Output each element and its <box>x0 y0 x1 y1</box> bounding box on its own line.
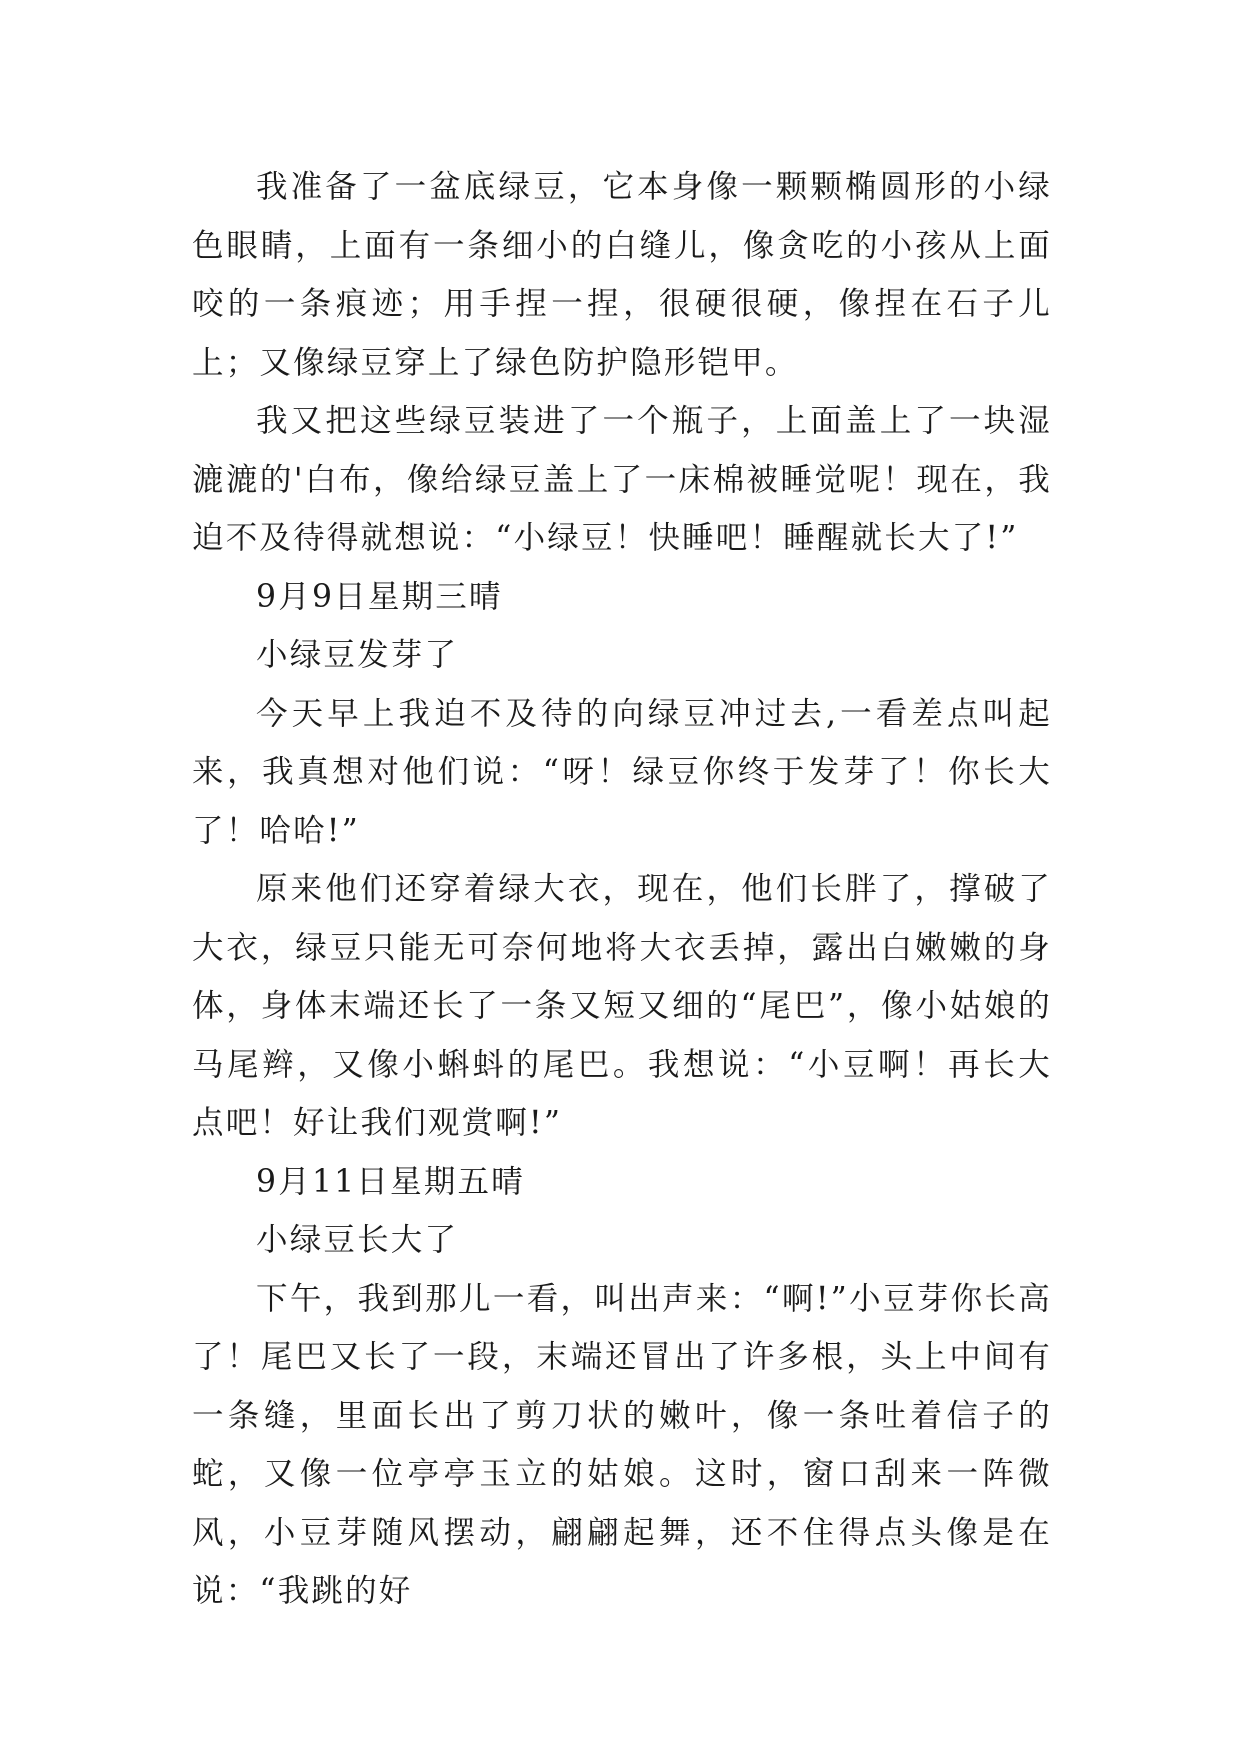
section-heading-grown: 小绿豆长大了 <box>256 1222 459 1258</box>
document-body <box>192 158 1052 1621</box>
paragraph-bottle-cloth: 我又把这些绿豆装进了一个瓶子，上面盖上了一块湿漉漉的'白布，像给绿豆盖上了一床棉被睡觉呢！现在，我迫不及待得就想说：“小绿豆！快睡吧！睡醒就长大了!” <box>192 403 1052 556</box>
paragraph-morning-sprout: 今天早上我迫不及待的向绿豆冲过去,一看差点叫起来，我真想对他们说：“呀！绿豆你终于发芽了！你长大了！哈哈!” <box>192 695 1052 849</box>
section-heading-sprouting: 小绿豆发芽了 <box>256 637 459 673</box>
paragraph-afternoon-growth: 下午，我到那儿一看，叫出声来：“啊!”小豆芽你长高了！尾巴又长了一段，末端还冒出了许多根，头上中间有一条缝，里面长出了剪刀状的嫩叶，像一条吐着信子的蛇，又像一位亭亭玉立的姑娘。这时，窗口刮来一阵微风，小豆芽随风摆动，翩翩起舞，还不住得点头像是在说：“我跳的好 <box>192 1280 1052 1609</box>
paragraph-mung-bean-description: 我准备了一盆底绿豆，它本身像一颗颗椭圆形的小绿色眼睛，上面有一条细小的白缝儿，像贪吃的小孩从上面咬的一条痕迹；用手捏一捏，很硬很硬，像捏在石子儿上；又像绿豆穿上了绿色防护隐形铠甲。 <box>192 169 1052 381</box>
paragraph-green-coat: 原来他们还穿着绿大衣，现在，他们长胖了，撑破了大衣，绿豆只能无可奈何地将大衣丢掉，露出白嫩嫩的身体，身体末端还长了一条又短又细的“尾巴”，像小姑娘的马尾辫，又像小蝌蚪的尾巴。我想说：“小豆啊！再长大点吧！好让我们观赏啊!” <box>192 871 1052 1141</box>
diary-date-sept-11: 9月11日星期五晴 <box>256 1163 525 1200</box>
diary-date-sept-9: 9月9日星期三晴 <box>256 578 503 615</box>
